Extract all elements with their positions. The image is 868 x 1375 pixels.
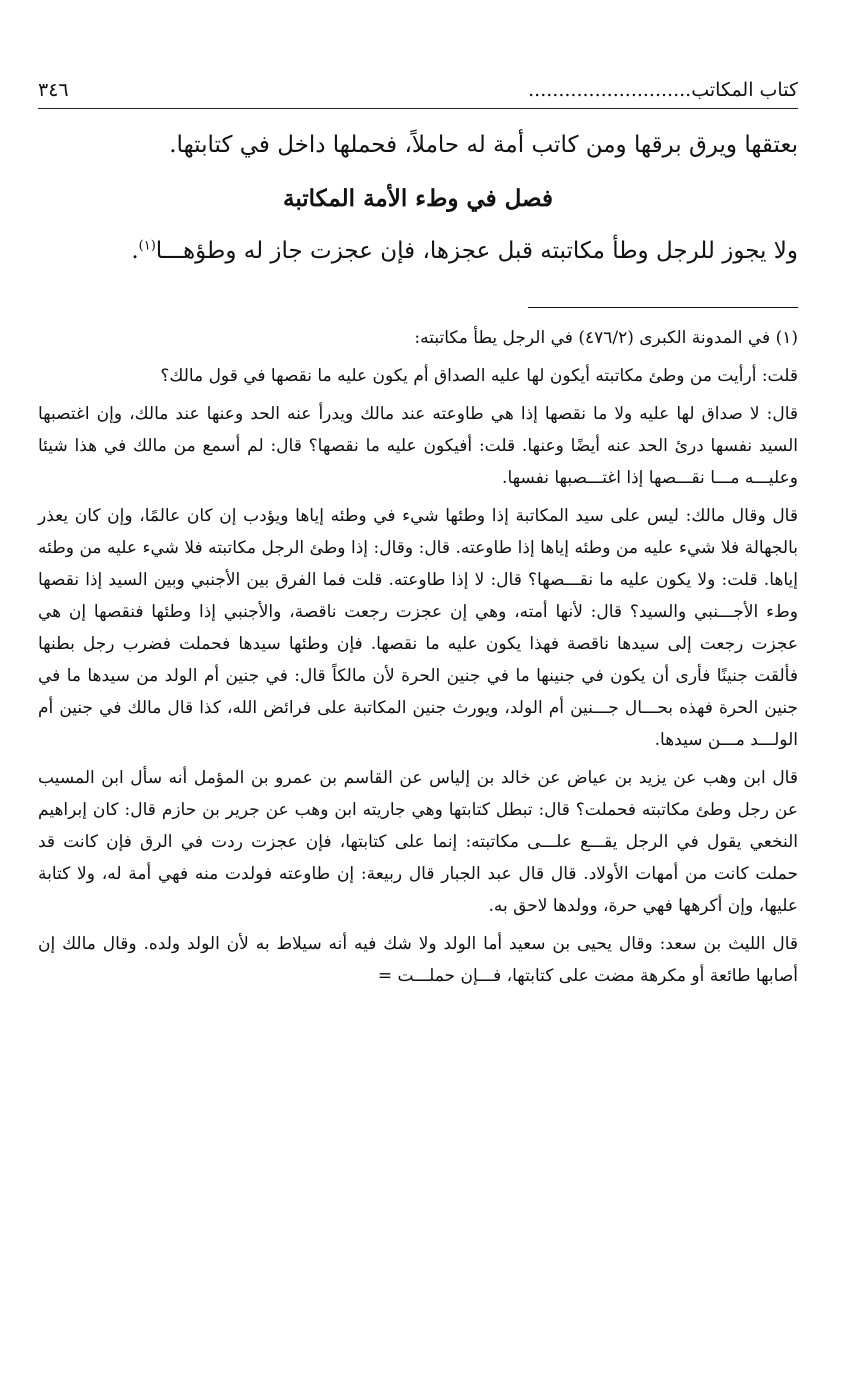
main-text: [38, 123, 798, 273]
footnote-paragraph-4: قال وقال مالك: ليس على سيد المكاتبة إذا وطئها شيء في وطئه إياها ويؤدب إن كان عالمًا، وإن كان يعذر بالجهالة فلا شيء عليه من وطئه إياها إذا طاوعته. قال: وقال: إذا وطئ الرجل مكاتبته فلا شيء عليه من وطئه إياها. قلت: ولا يكون عليه ما نقـــصها؟ قال: لا إذا طاوعته. قلت فما الفرق بين الأجنبي وبين السيد إذا نقصها وطء الأجـــنبي والسيد؟ قال: لأنها أمته، وهي إن عجزت رجعت ناقصة، والأجنبي إذا وطئها فنقصها إن هي عجزت رجعت إلى سيدها ناقصة فهذا يكون عليه ما نقصها. فإن وطئها سيدها فحملت فضرب رجل بطنها فألقت جنينًا فأرى أن يكون في جنينها ما في جنين الحرة لأن مالكاً قال: في جنين أم الولد من سيدها ما في جنين الحرة فهذه بحـــال جـــنين أم الولد، ويورث جنين المكاتبة على فرائض الله، كذا قال مالك في جنين أم الولـــد مـــن سيدها.: [38, 506, 798, 750]
book-page: [38, 72, 798, 1355]
section-heading: فصل في وطء الأمة المكاتبة: [283, 185, 553, 212]
footnote-paragraph-6: قال الليث بن سعد: وقال يحيى بن سعيد أما الولد ولا شك فيه أنه سيلاط به لأن الولد ولده. وقال مالك إن أصابها طائعة أو مكرهة مضت على كتابتها، فـــإن حملـــت =: [38, 934, 798, 986]
paragraph-1: بعتقها ويرق برقها ومن كاتب أمة له حاملاً، فحملها داخل في كتابتها.: [169, 132, 798, 158]
footnote-line-1: (١) في المدونة الكبرى (٤٧٦/٢) في الرجل يطأ مكاتبته:: [414, 328, 798, 348]
footnote-paragraph-2: قلت: أرأيت من وطئ مكاتبته أيكون لها عليه الصداق أم يكون عليه ما نقصها في قول مالك؟: [160, 366, 798, 386]
footnotes: [38, 322, 798, 992]
footnote-paragraph-5: قال ابن وهب عن يزيد بن عياض عن خالد بن إلياس عن القاسم بن عمرو بن المؤمل أنه سأل ابن المسيب عن رجل وطئ مكاتبته فحملت؟ قال: تبطل كتابتها وهي جاريته ابن وهب عن جرير بن حازم قال: كان إبراهيم النخعي يقول في الرجل يقـــع علـــى مكاتبته: إنما على كتابتها، فإن عجزت ردت في الرق فإن كانت قد حملت كانت من أمهات الأولاد. قال قال عبد الجبار قال ربيعة: إن طاوعته فولدت منه فهي أمة له، ولا كتابة عليها، وإن أكرهها فهي حرة، وولدها لاحق به.: [38, 768, 798, 916]
running-header: [38, 72, 798, 109]
header-leader-dots: ...........................: [528, 79, 692, 101]
footnote-reference: (١): [138, 238, 156, 254]
footnote-separator: [528, 307, 798, 308]
book-chapter-title: كتاب المكاتب: [691, 79, 798, 101]
page-number: ٣٤٦: [38, 79, 69, 101]
footnote-paragraph-3: قال: لا صداق لها عليه ولا ما نقصها إذا هي طاوعته عند مالك ويدرأ عنه الحد وعنها عند مالك، وإن اغتصبها السيد نفسها درئ الحد عنه أيضًا وعنها. قلت: أفيكون عليه ما نقصها؟ قال: لم أسمع من مالك في هذا شيئا وعليـــه مـــا نقـــصها إذا اغتـــصبها نفسها.: [38, 404, 798, 488]
paragraph-2-text: ولا يجوز للرجل وطأ مكاتبته قبل عجزها، فإن عجزت جاز له وطؤهـــا: [155, 238, 798, 264]
paragraph-2-end: .: [131, 238, 139, 264]
paragraph-2: [38, 229, 798, 273]
